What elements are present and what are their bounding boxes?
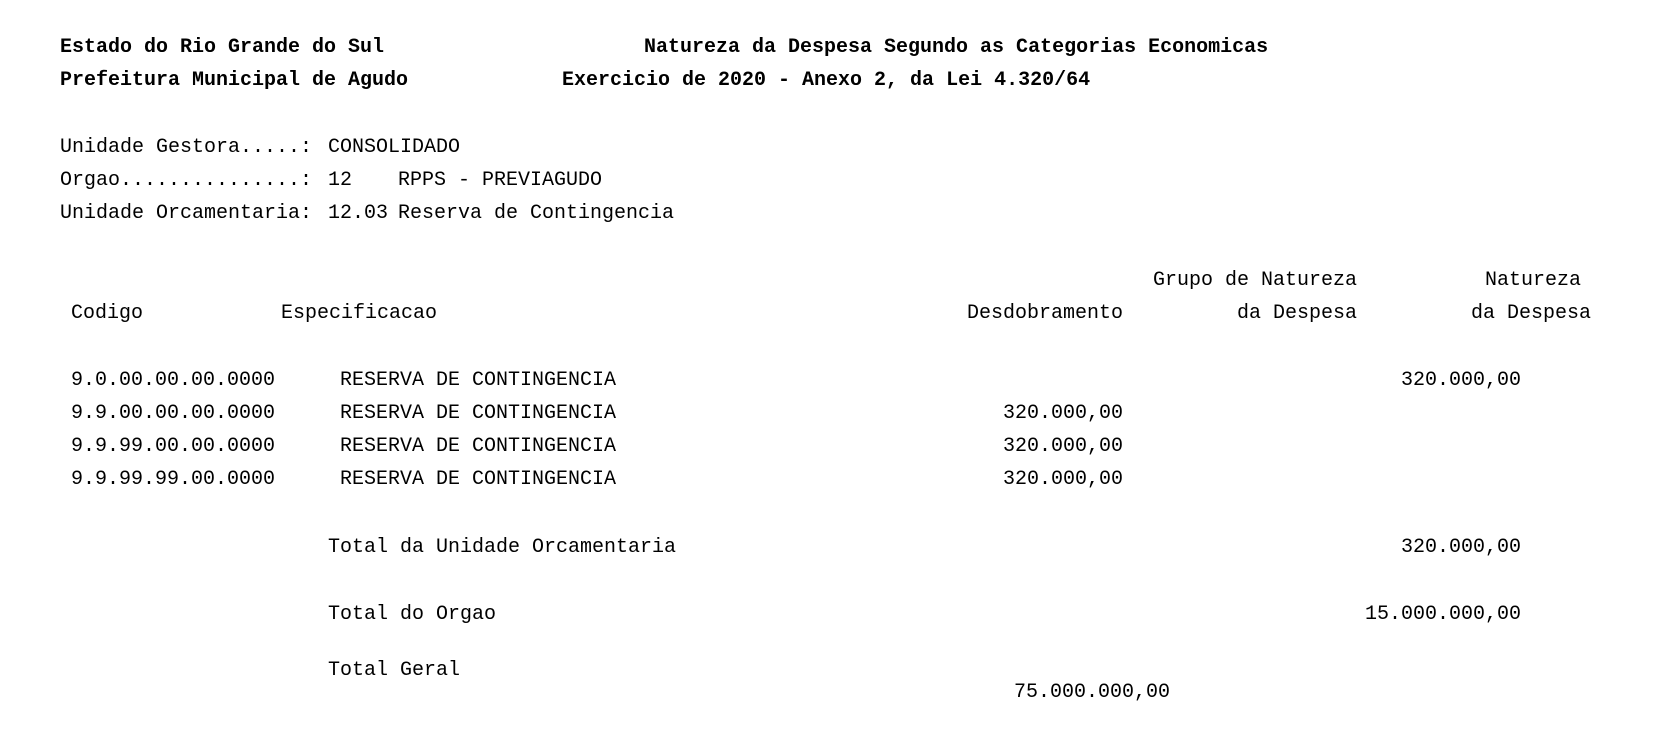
row-especificacao: RESERVA DE CONTINGENCIA [340, 468, 617, 491]
total-unidade-label: Total da Unidade Orcamentaria [328, 536, 677, 559]
report-title: Natureza da Despesa Segundo as Categorias Economicas [644, 36, 1269, 59]
row-codigo: 9.9.00.00.00.0000 [71, 402, 276, 425]
orgao-label: Orgao...............: [60, 169, 313, 192]
orgao-code: 12 [328, 169, 353, 192]
unidade-orcamentaria-label: Unidade Orcamentaria: [60, 202, 313, 225]
row-desdobramento: 320.000,00 [1002, 435, 1123, 458]
report-subtitle: Exercicio de 2020 - Anexo 2, da Lei 4.320/64 [562, 69, 1091, 92]
row-desdobramento: 320.000,00 [1002, 402, 1123, 425]
total-orgao-label: Total do Orgao [328, 603, 497, 626]
row-codigo: 9.0.00.00.00.0000 [71, 369, 276, 392]
column-header-desdobramento: Desdobramento [966, 302, 1123, 325]
row-desdobramento: 320.000,00 [1002, 468, 1123, 491]
orgao-name: RPPS - PREVIAGUDO [398, 169, 603, 192]
column-header-grupo-line1: Grupo de Natureza [1152, 269, 1357, 292]
row-codigo: 9.9.99.99.00.0000 [71, 468, 276, 491]
unidade-gestora-value: CONSOLIDADO [328, 136, 461, 159]
row-natureza: 320.000,00 [1400, 369, 1521, 392]
total-geral-label: Total Geral [328, 659, 461, 682]
column-header-codigo: Codigo [71, 302, 144, 325]
unidade-orcamentaria-code: 12.03 [328, 202, 389, 225]
column-header-natureza-line2: da Despesa [1470, 302, 1591, 325]
unidade-orcamentaria-name: Reserva de Contingencia [398, 202, 675, 225]
municipality-name: Prefeitura Municipal de Agudo [60, 69, 409, 92]
column-header-grupo-line2: da Despesa [1236, 302, 1357, 325]
total-geral-value: 75.000.000,00 [1013, 681, 1170, 704]
row-especificacao: RESERVA DE CONTINGENCIA [340, 402, 617, 425]
total-orgao-value: 15.000.000,00 [1364, 603, 1521, 626]
unidade-gestora-label: Unidade Gestora.....: [60, 136, 313, 159]
column-header-especificacao: Especificacao [281, 302, 438, 325]
row-codigo: 9.9.99.00.00.0000 [71, 435, 276, 458]
row-especificacao: RESERVA DE CONTINGENCIA [340, 435, 617, 458]
state-name: Estado do Rio Grande do Sul [60, 36, 385, 59]
total-unidade-value: 320.000,00 [1400, 536, 1521, 559]
column-header-natureza-line1: Natureza [1484, 269, 1581, 292]
row-especificacao: RESERVA DE CONTINGENCIA [340, 369, 617, 392]
